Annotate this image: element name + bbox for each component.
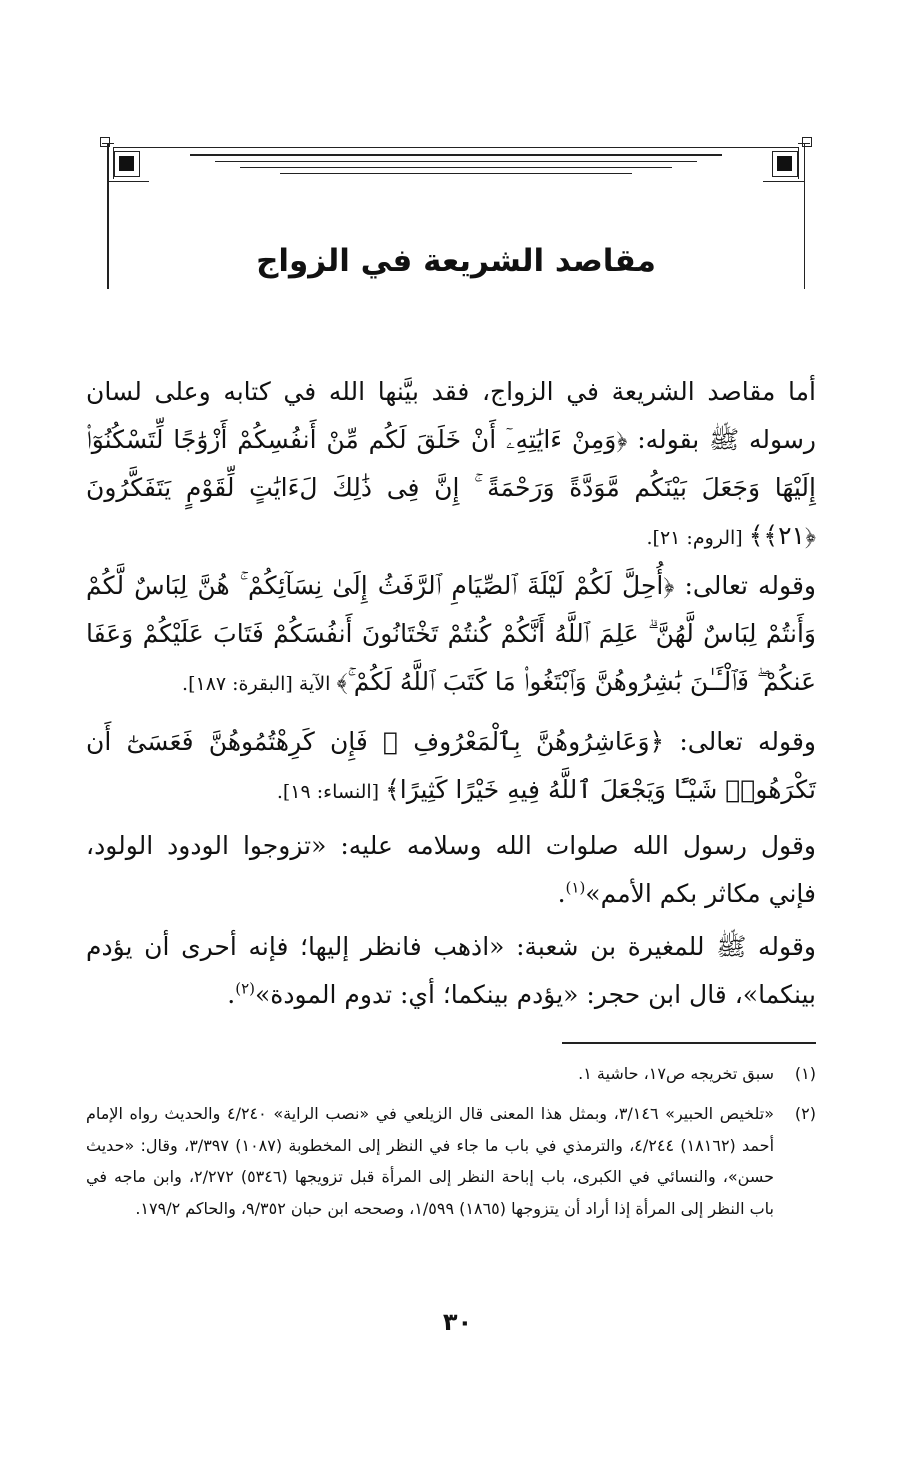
footnote-text: سبق تخريجه ص١٧، حاشية ١. xyxy=(578,1064,774,1083)
chapter-header-frame xyxy=(100,137,812,287)
frame-line xyxy=(240,167,672,168)
chapter-title: مقاصد الشريعة في الزواج xyxy=(256,243,656,279)
frame-line xyxy=(280,173,632,174)
footnote-divider xyxy=(562,1042,816,1044)
paragraph-1 xyxy=(86,368,816,562)
verse-reference: الآية [البقرة: ١٨٧]. xyxy=(182,673,337,695)
quran-verse: ﴿وَمِنْ ءَايَٰتِهِۦٓ أَنْ خَلَقَ لَكُم مِّنْ أَنفُسِكُمْ أَزْوَٰجًا لِّتَسْكُنُوٓا۟ إِلَيْهَا وَجَعَلَ بَيْنَكُم مَّوَدَّةً وَرَحْمَةً ۚ إِنَّ فِى ذَٰلِكَ لَءَايَٰتٍ لِّقَوْمٍ يَتَفَكَّرُونَ ﴿٢١﴾﴾ xyxy=(86,425,816,550)
paragraph-text: وقوله تعالى: xyxy=(664,727,816,756)
quran-verse: ﴿وَعَاشِرُوهُنَّ بِٱلْمَعْرُوفِ ۚ فَإِن كَرِهْتُمُوهُنَّ فَعَسَىٰٓ أَن تَكْرَهُوا۟ شَيْـًٔا وَيَجْعَلَ ٱللَّهُ فِيهِ خَيْرًا كَثِيرًا﴾ xyxy=(86,727,816,804)
square-ornament-right xyxy=(772,151,798,177)
paragraph-text: وقوله ﷺ للمغيرة بن شعبة: «اذهب فانظر إليها؛ فإنه أحرى أن يؤدم بينكما»، قال ابن حجر: «يؤدم بينكما؛ أي: تدوم المودة» xyxy=(86,932,816,1009)
footnote-marker[interactable]: (١) xyxy=(565,878,586,897)
paragraph-text: أما مقاصد الشريعة في الزواج، فقد بيَّنها الله في كتابه وعلى لسان رسوله ﷺ بقوله: xyxy=(86,377,816,454)
verse-reference: [الروم: ٢١]. xyxy=(646,527,749,549)
square-ornament-left xyxy=(114,151,140,177)
frame-line xyxy=(190,154,722,156)
footnote-text: «تلخيص الحبير» ٣/١٤٦، وبمثل هذا المعنى قال الزيلعي في «نصب الراية» ٤/٢٤٠ والحديث رواه الإمام أحمد (١٨١٦٢) ٤/٢٤٤، والترمذي في باب ما جاء في النظر إلى المخطوبة (١٠٨٧) ٣/٣٩٧، وقال: «حديث حسن»، والنسائي في الكبرى، باب إباحة النظر إلى المرأة قبل تزويجها (٥٣٤٦) ٢/٢٧٢، وابن ماجه في باب النظر إلى المرأة إذا أراد أن يتزوجها (١٨٦٥) ١/٥٩٩، وصححه ابن حبان ٩/٣٥٢، والحاكم ١٧٩/٢. xyxy=(86,1104,775,1218)
paragraph-3 xyxy=(86,718,816,816)
footnote-number: (١) xyxy=(794,1064,816,1083)
frame-line xyxy=(215,161,697,162)
page-number: ٣٠ xyxy=(442,1308,473,1336)
frame-line xyxy=(763,181,805,182)
paragraph-text: وقول رسول الله صلوات الله وسلامه عليه: «تزوجوا الودود الولود، فإني مكاثر بكم الأمم» xyxy=(86,831,816,908)
footnote-2 xyxy=(86,1098,816,1224)
footnote-1 xyxy=(86,1058,816,1090)
frame-line xyxy=(798,147,799,179)
paragraph-4 xyxy=(86,822,816,918)
frame-line xyxy=(114,147,798,148)
paragraph-end: . xyxy=(557,879,566,908)
paragraph-2 xyxy=(86,562,816,708)
frame-line xyxy=(107,181,149,182)
quran-verse: ﴿أُحِلَّ لَكُمْ لَيْلَةَ ٱلصِّيَامِ ٱلرَّفَثُ إِلَىٰ نِسَآئِكُمْ ۚ هُنَّ لِبَاسٌ لَّكُمْ وَأَنتُمْ لِبَاسٌ لَّهُنَّ ۗ عَلِمَ ٱللَّهُ أَنَّكُمْ كُنتُمْ تَخْتَانُونَ أَنفُسَكُمْ فَتَابَ عَلَيْكُمْ وَعَفَا عَنكُمْ ۖ فَٱلْـَٔـٰنَ بَٰشِرُوهُنَّ وَٱبْتَغُوا۟ مَا كَتَبَ ٱللَّهُ لَكُمْ ۚ﴾ xyxy=(86,571,816,696)
footnote-number: (٢) xyxy=(794,1104,816,1123)
footnote-marker[interactable]: (٢) xyxy=(235,979,255,998)
verse-reference: [النساء: ١٩]. xyxy=(276,781,386,803)
paragraph-end: . xyxy=(227,980,236,1009)
corner-ornament-left xyxy=(100,137,110,147)
paragraph-5 xyxy=(86,923,816,1019)
paragraph-text: وقوله تعالى: xyxy=(674,571,816,600)
